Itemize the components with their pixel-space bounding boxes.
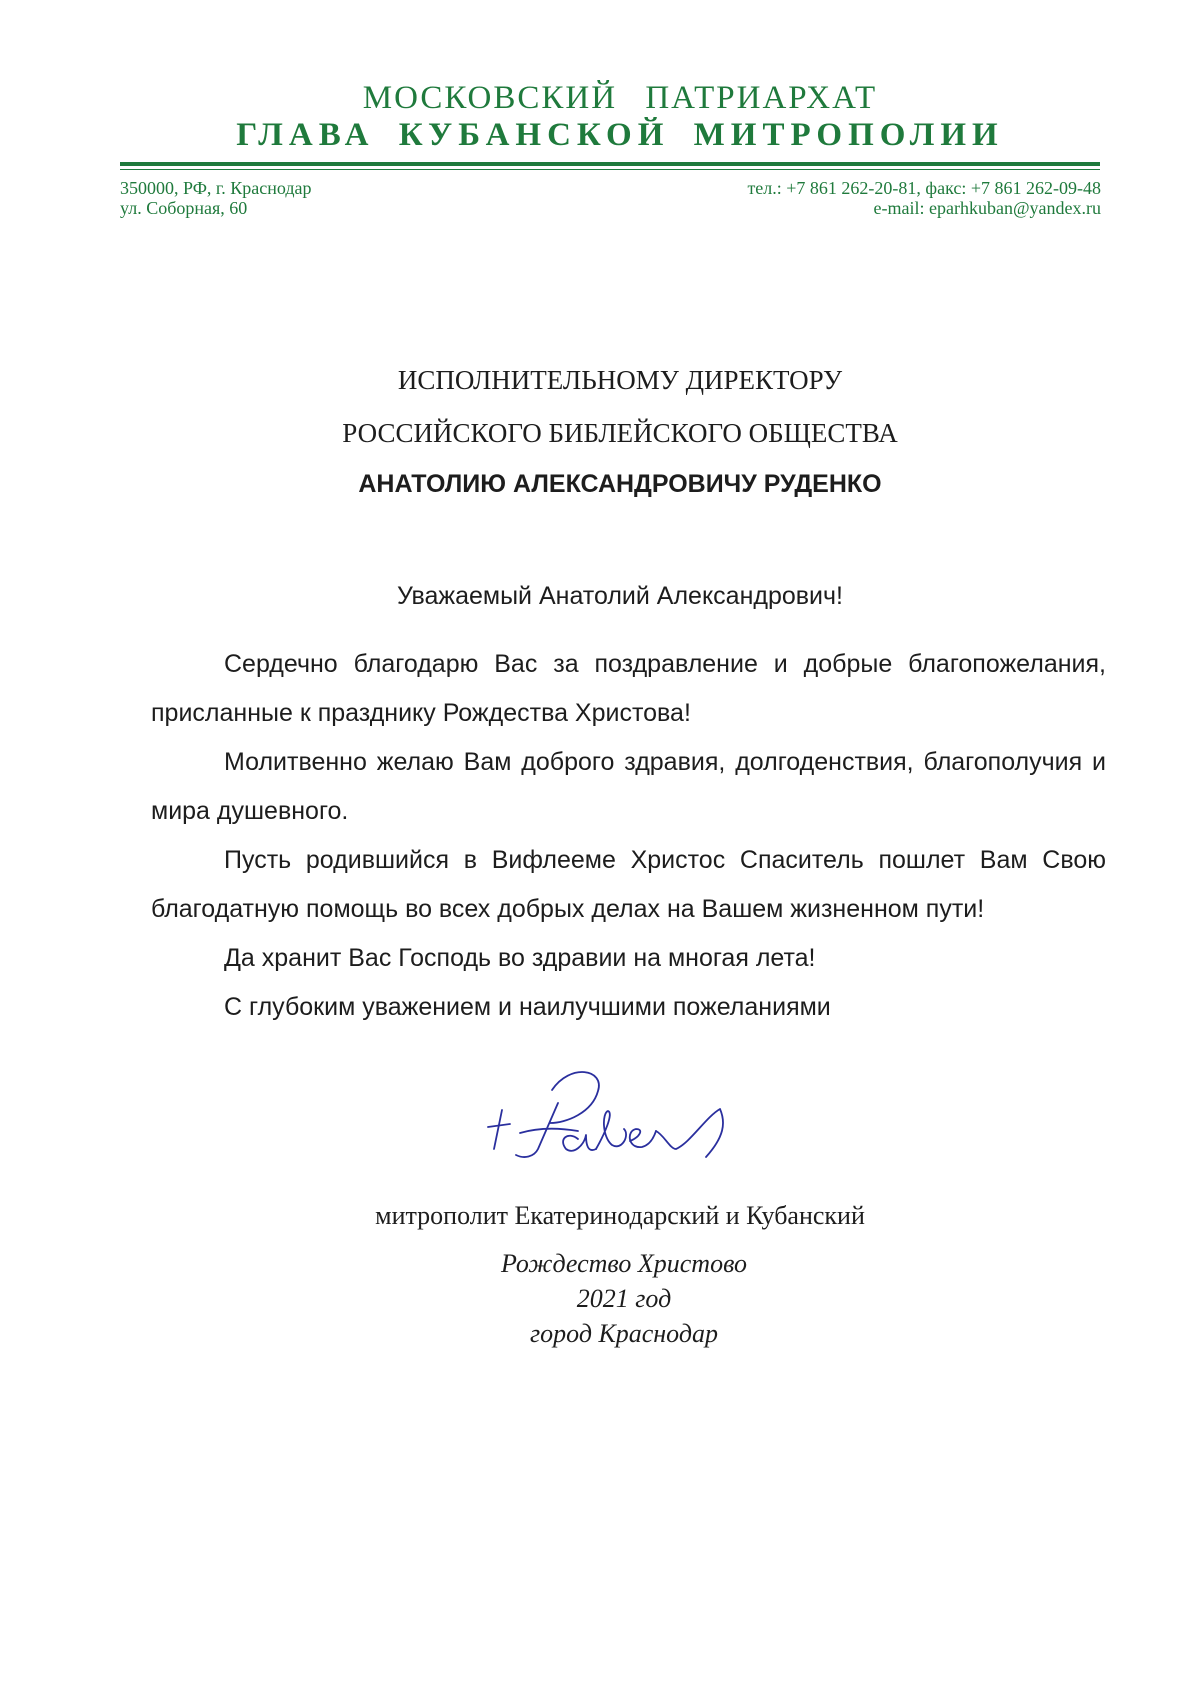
date-occasion: Рождество Христово [500,1249,748,1278]
closing-line: С глубоким уважением и наилучшими пожеланиями [224,993,831,1021]
salutation: Уважаемый Анатолий Александрович! [396,582,843,610]
date-place: город Краснодар [530,1319,718,1348]
handwritten-signature [480,1065,790,1185]
recipient-name: АНАТОЛИЮ АЛЕКСАНДРОВИЧУ РУДЕНКО [358,470,882,498]
date-year: 2021 год [576,1284,672,1313]
paragraph: Сердечно благодарю Вас за поздравление и добрые благопожелания, присланные к празднику Рождества Христова! [151,650,1106,727]
signer-title: митрополит Екатеринодарский и Кубанский [375,1201,865,1230]
letterhead-title: МОСКОВСКИЙ ПАТРИАРХАТ [362,80,878,116]
address-line: 350000, РФ, г. Краснодар [120,178,312,198]
recipient-organization: РОССИЙСКОГО БИБЛЕЙСКОГО ОБЩЕСТВА [342,418,898,448]
letterhead-contacts [747,178,1101,218]
phone-fax: тел.: +7 861 262-20-81, факс: +7 861 262-09-48 [747,178,1101,198]
recipient-title: ИСПОЛНИТЕЛЬНОМУ ДИРЕКТОРУ [397,365,843,395]
letterhead-subtitle: ГЛАВА КУБАНСКОЙ МИТРОПОЛИИ [236,117,1004,153]
letterhead-rule [120,162,1100,166]
paragraph: Пусть родившийся в Вифлееме Христос Спаситель пошлет Вам Свою благодатную помощь во всех добрых делах на Вашем жизненном пути! [151,846,1106,923]
paragraph: Молитвенно желаю Вам доброго здравия, долгоденствия, благополучия и мира душевного. [151,748,1106,825]
letterhead-rule-thin [120,169,1100,170]
date-place-block [0,1246,1200,1351]
letter-body [151,640,1106,1032]
paragraph: Да хранит Вас Господь во здравии на многая лета! [224,944,816,972]
email: e-mail: eparhkuban@yandex.ru [873,198,1101,218]
letterhead-address [120,178,312,218]
address-line: ул. Соборная, 60 [120,198,248,218]
